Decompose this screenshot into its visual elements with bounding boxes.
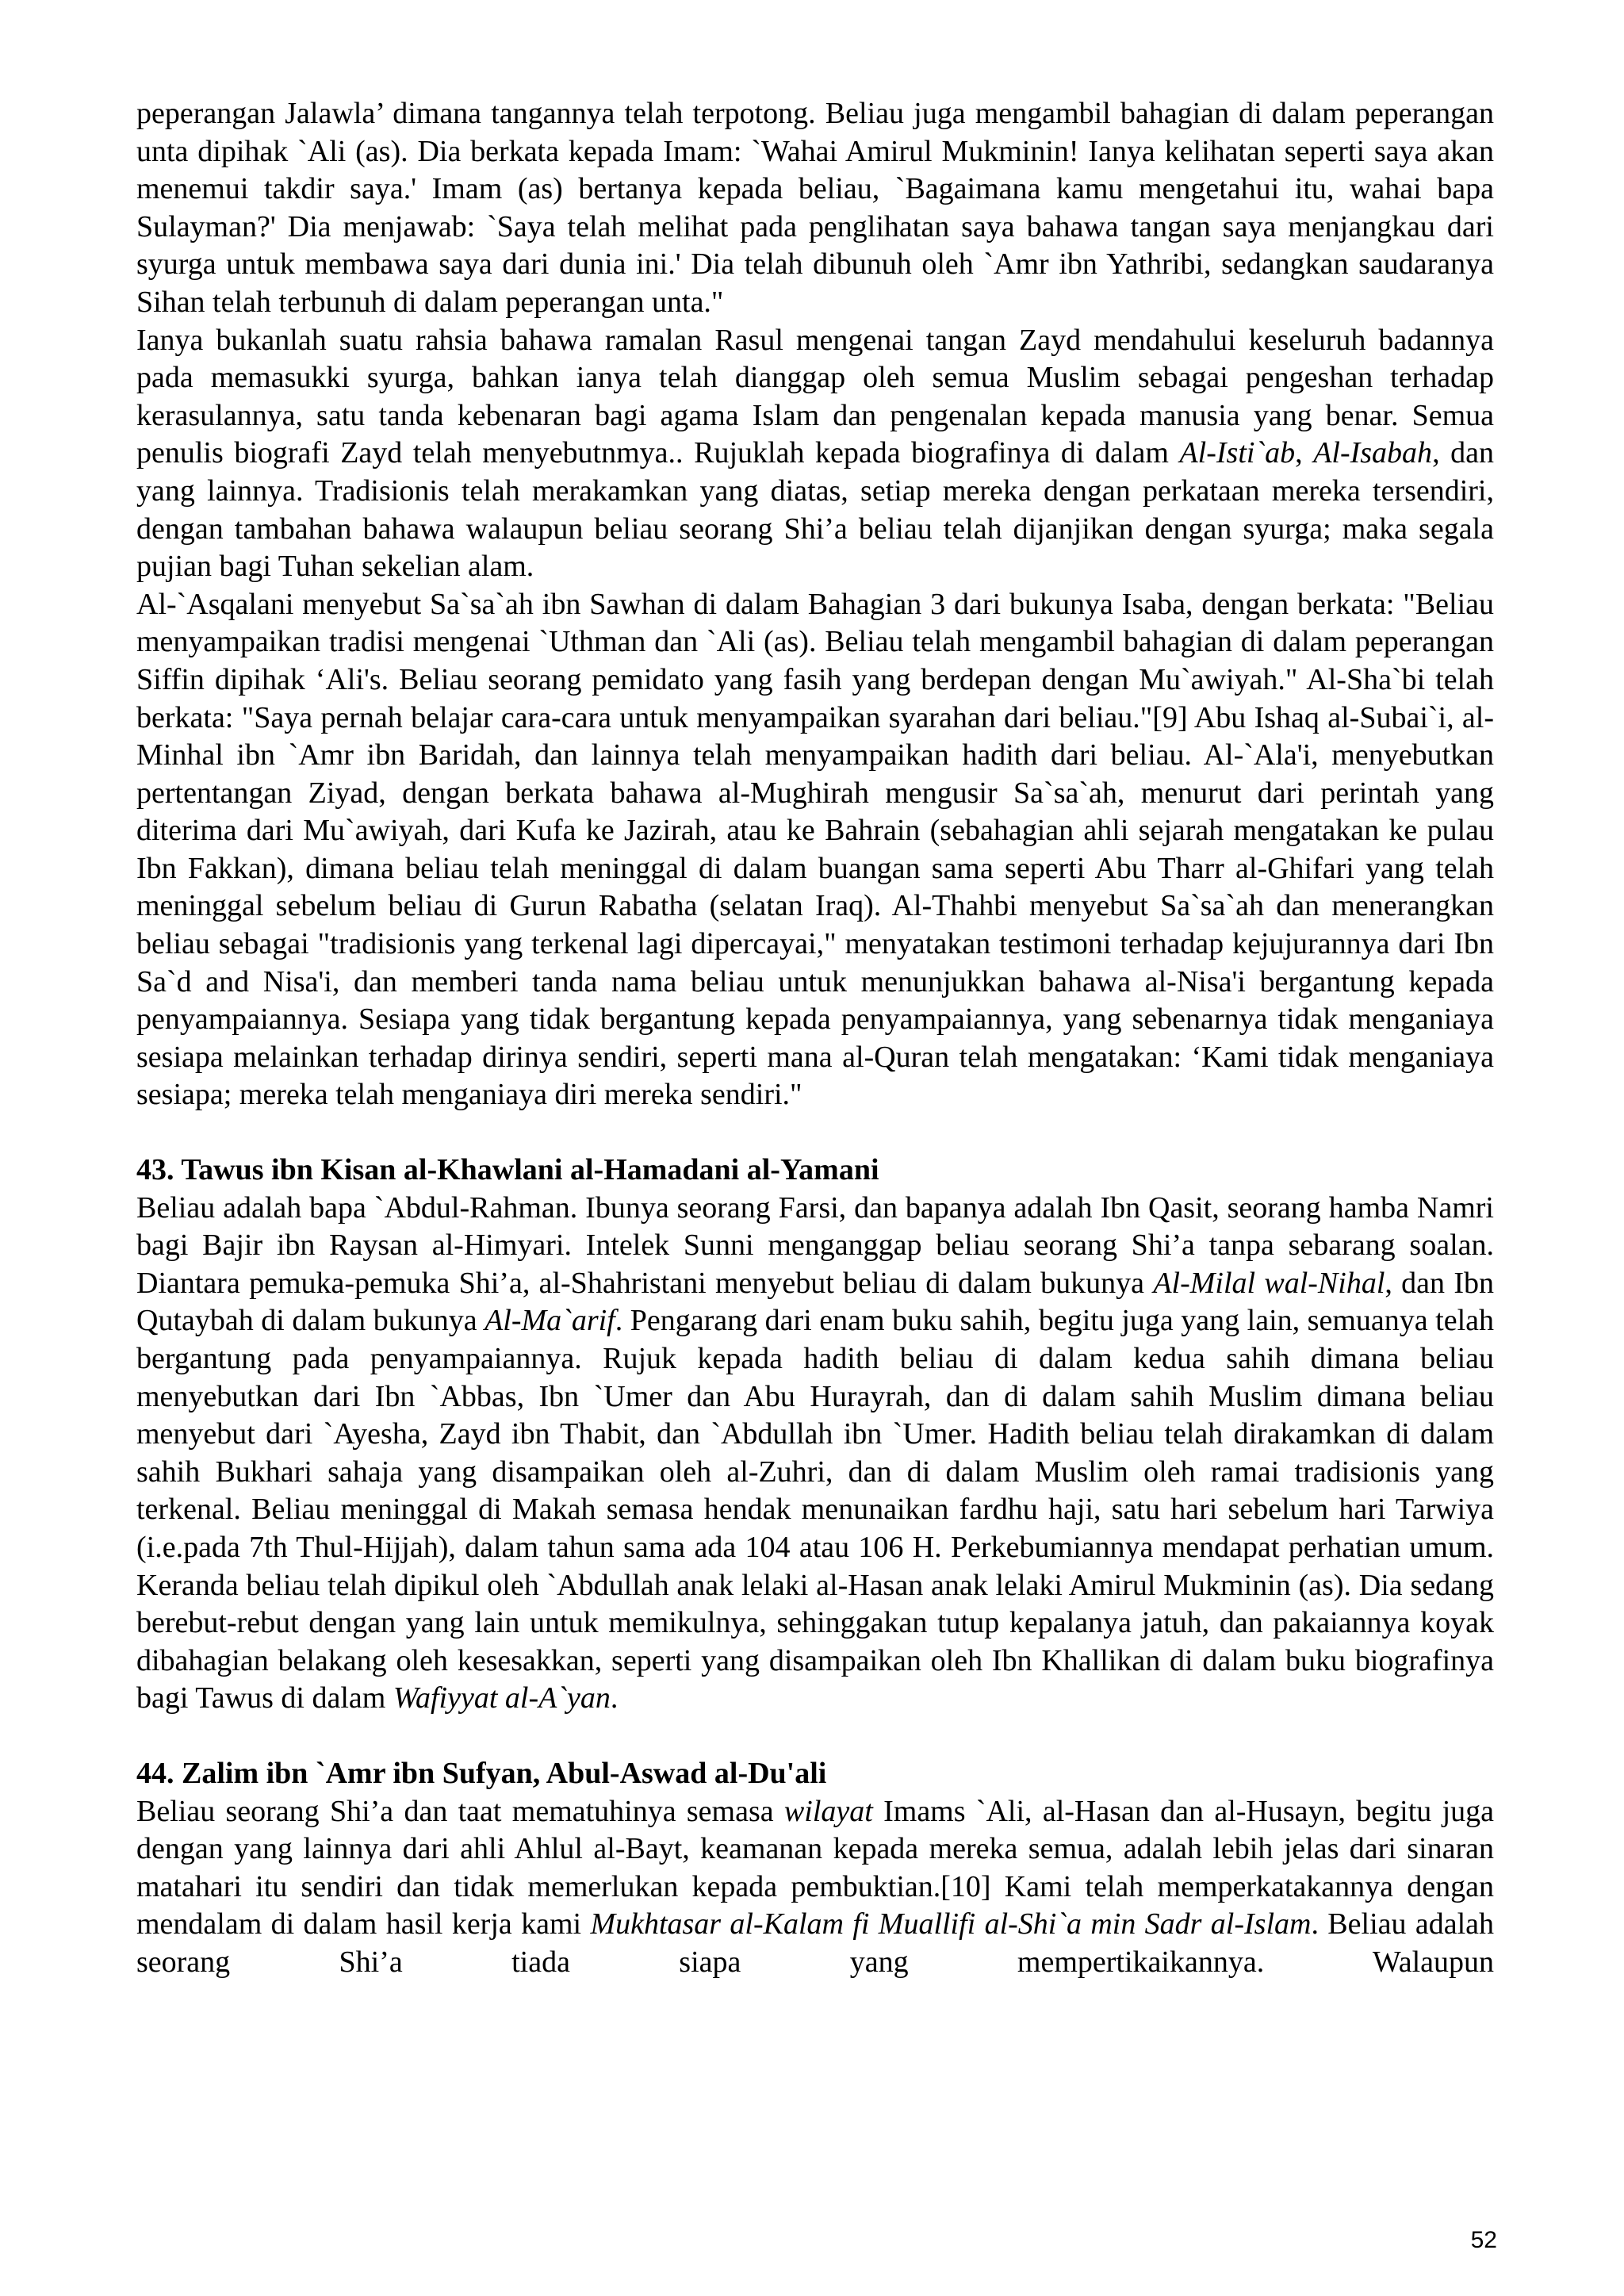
paragraph-5 (136, 1793, 1494, 1982)
paragraph-2 (136, 322, 1494, 586)
paragraph-4-text-2: , dan Ibn Qutaybah di dalam bukunya (136, 1266, 1494, 1338)
paragraph-2-italic-istiab: Al-Isti`ab (1179, 436, 1296, 470)
paragraph-4-text-3: . Pengarang dari enam buku sahih, begitu juga yang lain, semuanya telah bergantung pada penyampaiannya. Rujuk kepada hadith beliau di dalam kedua sahih dimana beliau menyebutkan dari Ibn `Abbas, Ibn `Umer dan Abu Hurayrah, dan di dalam sahih Muslim dimana beliau menyebut dari `Ayesha, Zayd ibn Thabit, dan `Abdullah ibn `Umer. Hadith beliau telah dirakamkan di dalam sahih Bukhari sahaja yang disampaikan oleh al-Zuhri, dan di dalam Muslim oleh ramai tradisionis yang terkenal. Beliau meninggal di Makah semasa hendak menunaikan fardhu haji, satu hari sebelum hari Tarwiya (i.e.pada 7th Thul-Hijjah), dalam tahun sama ada 104 atau 106 H. Perkebumiannya mendapat perhatian umum. Keranda beliau telah dipikul oleh `Abdullah anak lelaki al-Hasan anak lelaki Amirul Mukminin (as). Dia sedang berebut-rebut dengan yang lain untuk memikulnya, sehinggakan tutup kepalanya jatuh, dan pakaiannya koyak dibahagian belakang oleh kesesakkan, seperti yang disampaikan oleh Ibn Khallikan di dalam buku biografinya bagi Tawus di dalam (136, 1304, 1494, 1715)
page-number: 52 (1470, 2227, 1497, 2253)
section-heading-43: 43. Tawus ibn Kisan al-Khawlani al-Hamadani al-Yamani (136, 1153, 879, 1187)
paragraph-5-italic-wilayat: wilayat (783, 1794, 873, 1828)
paragraph-4-italic-maarif: Al-Ma`arif (485, 1304, 615, 1338)
paragraph-5-italic-mukhtasar: Mukhtasar al-Kalam fi Muallifi al-Shi`a min Sadr al-Islam (590, 1907, 1312, 1941)
paragraph-2-italic-isabah: Al-Isabah (1313, 436, 1433, 470)
section-heading-44: 44. Zalim ibn `Amr ibn Sufyan, Abul-Aswad al-Du'ali (136, 1756, 827, 1790)
paragraph-4 (136, 1190, 1494, 1718)
paragraph-4-text-1: Beliau adalah bapa `Abdul-Rahman. Ibunya seorang Farsi, dan bapanya adalah Ibn Qasit, seorang hamba Namri bagi Bajir ibn Raysan al-Himyari. Intelek Sunni menganggap beliau seorang Shi’a tanpa sebarang soalan. Diantara pemuka-pemuka Shi’a, al-Shahristani menyebut beliau di dalam bukunya (136, 1190, 1494, 1300)
document-page (136, 95, 1494, 1982)
paragraph-5-text-2: Imams `Ali, al-Hasan dan al-Husayn, begitu juga dengan yang lainnya dari ahli Ahlul al-Bayt, keamanan kepada mereka semua, adalah lebih jelas dari sinaran matahari itu sendiri dan tidak memerlukan kepada pembuktian.[10] Kami telah memperkatakannya dengan mendalam di dalam hasil kerja kami (136, 1794, 1494, 1941)
paragraph-1: peperangan Jalawla’ dimana tangannya telah terpotong. Beliau juga mengambil bahagian di dalam peperangan unta dipihak `Ali (as). Dia berkata kepada Imam: `Wahai Amirul Mukminin! Ianya kelihatan seperti saya akan menemui takdir saya.' Imam (as) bertanya kepada beliau, `Bagaimana kamu mengetahui itu, wahai bapa Sulayman?' Dia menjawab: `Saya telah melihat pada penglihatan saya bahawa tangan saya menjangkau dari syurga untuk membawa saya dari dunia ini.' Dia telah dibunuh oleh `Amr ibn Yathribi, sedangkan saudaranya Sihan telah terbunuh di dalam peperangan unta." (136, 97, 1494, 319)
paragraph-2-text-1: Ianya bukanlah suatu rahsia bahawa ramalan Rasul mengenai tangan Zayd mendahului keseluruh badannya pada memasukki syurga, bahkan ianya telah dianggap oleh semua Muslim sebagai pengeshan terhadap kerasulannya, satu tanda kebenaran bagi agama Islam dan pengenalan kepada manusia yang benar. Semua penulis biografi Zayd telah menyebutnmya.. Rujuklah kepada biografinya di dalam (136, 323, 1494, 470)
paragraph-4-italic-wafiyyat: Wafiyyat al-A`yan (393, 1681, 611, 1715)
paragraph-4-italic-milal: Al-Milal wal-Nihal (1153, 1266, 1385, 1300)
paragraph-2-separator: , (1295, 436, 1314, 470)
paragraph-3: Al-`Asqalani menyebut Sa`sa`ah ibn Sawhan di dalam Bahagian 3 dari bukunya Isaba, dengan berkata: "Beliau menyampaikan tradisi mengenai `Uthman dan `Ali (as). Beliau telah mengambil bahagian di dalam peperangan Siffin dipihak ‘Ali's. Beliau seorang pemidato yang fasih yang berdepan dengan Mu`awiyah." Al-Sha`bi telah berkata: "Saya pernah belajar cara-cara untuk menyampaikan syarahan dari beliau."[9] Abu Ishaq al-Subai`i, al-Minhal ibn `Amr ibn Baridah, dan lainnya telah menyampaikan hadith dari beliau. Al-`Ala'i, menyebutkan pertentangan Ziyad, dengan berkata bahawa al-Mughirah mengusir Sa`sa`ah, menurut dari perintah yang diterima dari Mu`awiyah, dari Kufa ke Jazirah, atau ke Bahrain (sebahagian ahli sejarah mengatakan ke pulau Ibn Fakkan), dimana beliau telah meninggal di dalam buangan sama seperti Abu Tharr al-Ghifari yang telah meninggal sebelum beliau di Gurun Rabatha (selatan Iraq). Al-Thahbi menyebut Sa`sa`ah dan menerangkan beliau sebagai "tradisionis yang terkenal lagi dipercayai," menyatakan testimoni terhadap kejujurannya dari Ibn Sa`d and Nisa'i, dan memberi tanda nama beliau untuk menunjukkan bahawa al-Nisa'i bergantung kepada penyampaiannya. Sesiapa yang tidak bergantung kepada penyampaiannya, yang sebenarnya tidak menganiaya sesiapa melainkan terhadap dirinya sendiri, seperti mana al-Quran telah mengatakan: ‘Kami tidak menganiaya sesiapa; mereka telah menganiaya diri mereka sendiri." (136, 587, 1494, 1112)
paragraph-5-text-3: . Beliau adalah seorang Shi’a tiada siapa yang mempertikaikannya. Walaupun (136, 1907, 1495, 1979)
paragraph-4-text-4: . (610, 1681, 619, 1715)
paragraph-5-text-1: Beliau seorang Shi’a dan taat mematuhinya semasa (136, 1794, 784, 1828)
paragraph-2-text-2: , dan yang lainnya. Tradisionis telah merakamkan yang diatas, setiap mereka dengan perkataan mereka tersendiri, dengan tambahan bahawa walaupun beliau seorang Shi’a beliau telah dijanjikan dengan syurga; maka segala pujian bagi Tuhan sekelian alam. (136, 436, 1495, 584)
